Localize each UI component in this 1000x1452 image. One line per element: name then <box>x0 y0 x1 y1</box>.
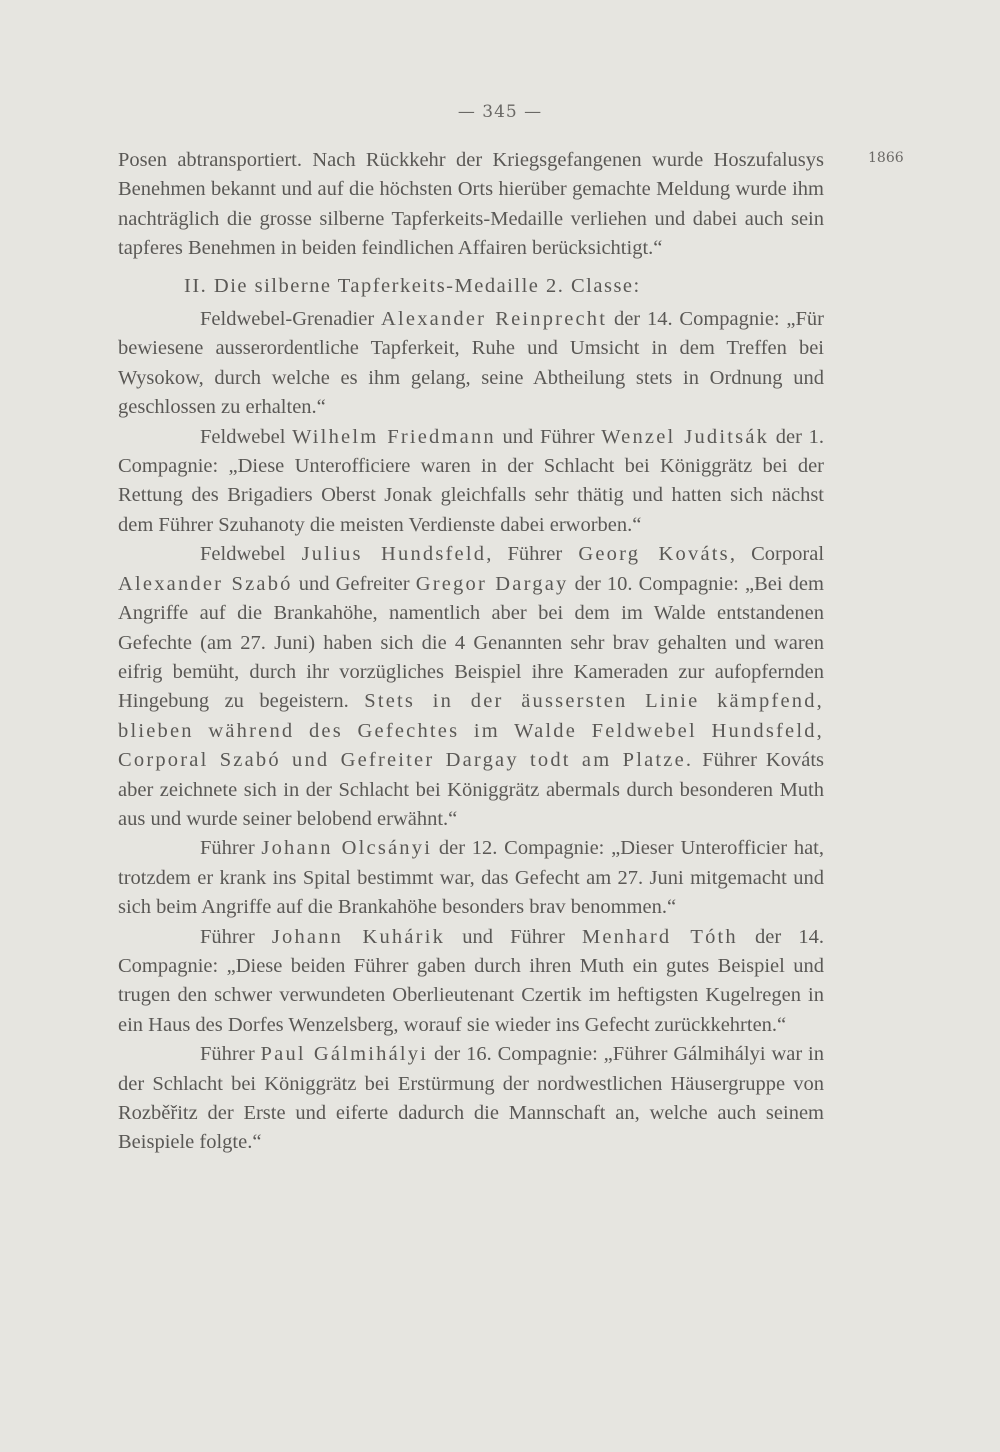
paragraph-text: II. Die silberne Tapferkeits-Medaille 2. Classe: <box>184 274 641 297</box>
spaced-name-text: Alexander Reinprecht <box>381 308 608 331</box>
paragraph-text: Posen abtransportiert. Nach Rückkehr der Kriegsgefangenen wurde Hoszufalusys Benehmen bekannt und auf die höchsten Orts hierüber gemachte Meldung wurde ihm nachträglich die grosse silberne Tapferkeits-Medaille verliehen und dabei auch sein tapferes Benehmen in beiden feindlichen Affairen berücksichtigt.“ <box>118 149 824 260</box>
paragraph-text: Feldwebel <box>200 425 293 448</box>
paragraph-text: der 10. Compagnie: „Bei dem Angriffe auf die Brankahöhe, namentlich aber bei dem im Walde entstandenen Gefechte (am 27. Juni) haben sich die 4 Genannten sehr brav gehalten und waren eifrig bemüht, durch ihr vorzügliches Beispiel ihre Kameraden zur aufopfernden Hingebung zu begeistern. <box>118 572 824 713</box>
section-heading <box>118 272 824 301</box>
paragraph-text: Führer <box>200 837 262 860</box>
spaced-name-text: Wilhelm Friedmann <box>292 425 496 448</box>
paragraph-text: , Corporal <box>729 543 825 566</box>
paragraph <box>118 923 824 1041</box>
body-text <box>118 146 824 1158</box>
paragraph-text: der 16. Compagnie: „Führer Gálmihályi war in der Schlacht bei Königgrätz bei Erstürmung der nordwestlichen Häusergruppe von Rozběřitz der Erste und eiferte dadurch die Mannschaft an, welche auch seinem Beispiele folgte.“ <box>118 1043 825 1154</box>
paragraph-text: Feldwebel-Grenadier <box>200 308 381 331</box>
paragraph-text: Feldwebel <box>200 543 302 566</box>
paragraph-text: der 14. Compagnie: „Für bewiesene ausserordentliche Tapferkeit, Ruhe und Umsicht in dem Treffen bei Wysokow, durch welche es ihm gelang, seine Abtheilung stets in Ordnung und geschlossen zu erhalten.“ <box>118 308 825 419</box>
spaced-name-text: Johann Kuhárik <box>271 925 446 948</box>
paragraph <box>118 540 824 834</box>
paragraph-text: Führer <box>200 925 272 948</box>
page-number: — 345 — <box>457 102 543 122</box>
spaced-name-text: Wenzel Juditsák <box>601 425 770 448</box>
paragraph-text: Führer <box>200 1043 261 1066</box>
spaced-name-text: Alexander Szabó <box>118 572 293 595</box>
paragraph <box>118 1040 824 1158</box>
paragraph <box>118 834 824 922</box>
paragraph <box>118 305 824 423</box>
spaced-name-text: Menhard Tóth <box>581 925 738 948</box>
paragraph-text: der 1. Compagnie: „Diese Unterofficiere waren in der Schlacht bei Königgrätz bei der Rettung des Brigadiers Oberst Jonak gleichfalls sehr thätig und hatten sich nächst dem Führer Szuhanoty die meisten Verdienste dabei erworben.“ <box>118 425 824 536</box>
paragraph-text: , Führer <box>486 543 579 566</box>
paragraph-text: der 12. Compagnie: „Dieser Unterofficier hat, trotzdem er krank ins Spital bestimmt war, das Gefecht am 27. Juni mitgemacht und sich beim Angriffe auf die Brankahöhe besonders brav benommen.“ <box>118 837 825 919</box>
spaced-name-text: Stets in der äussersten Linie kämpfend, blieben während des Gefechtes im Walde Feldwebel Hundsfeld, Corporal Szabó und Gefreiter Dargay todt am Platze. <box>118 690 824 772</box>
spaced-name-text: Julius Hundsfeld <box>301 543 487 566</box>
paragraph <box>118 423 824 541</box>
paragraph <box>118 146 824 264</box>
spaced-name-text: Paul Gálmihályi <box>260 1043 429 1066</box>
spaced-name-text: Gregor Dargay <box>415 572 569 595</box>
spaced-name-text: Johann Olcsányi <box>261 837 433 860</box>
paragraph-text: und Gefreiter <box>292 572 416 595</box>
paragraph-text: der 14. Compagnie: „Diese beiden Führer gaben durch ihren Muth ein gutes Beispiel und trugen den schwer verwundeten Oberlieutenant Czertik im heftigsten Kugelregen in ein Haus des Dorfes Wenzelsberg, worauf sie wieder ins Gefecht zurückkehrten.“ <box>118 925 825 1036</box>
paragraph-text: Führer Kováts aber zeichnete sich in der Schlacht bei Königgrätz abermals durch besonderen Muth aus und wurde seiner belobend erwähnt.“ <box>118 749 825 830</box>
paragraph-text: und Führer <box>445 925 582 948</box>
paragraph-text: und Führer <box>495 425 602 448</box>
spaced-name-text: Georg Kováts <box>578 543 730 566</box>
margin-year: 1866 <box>868 150 904 166</box>
